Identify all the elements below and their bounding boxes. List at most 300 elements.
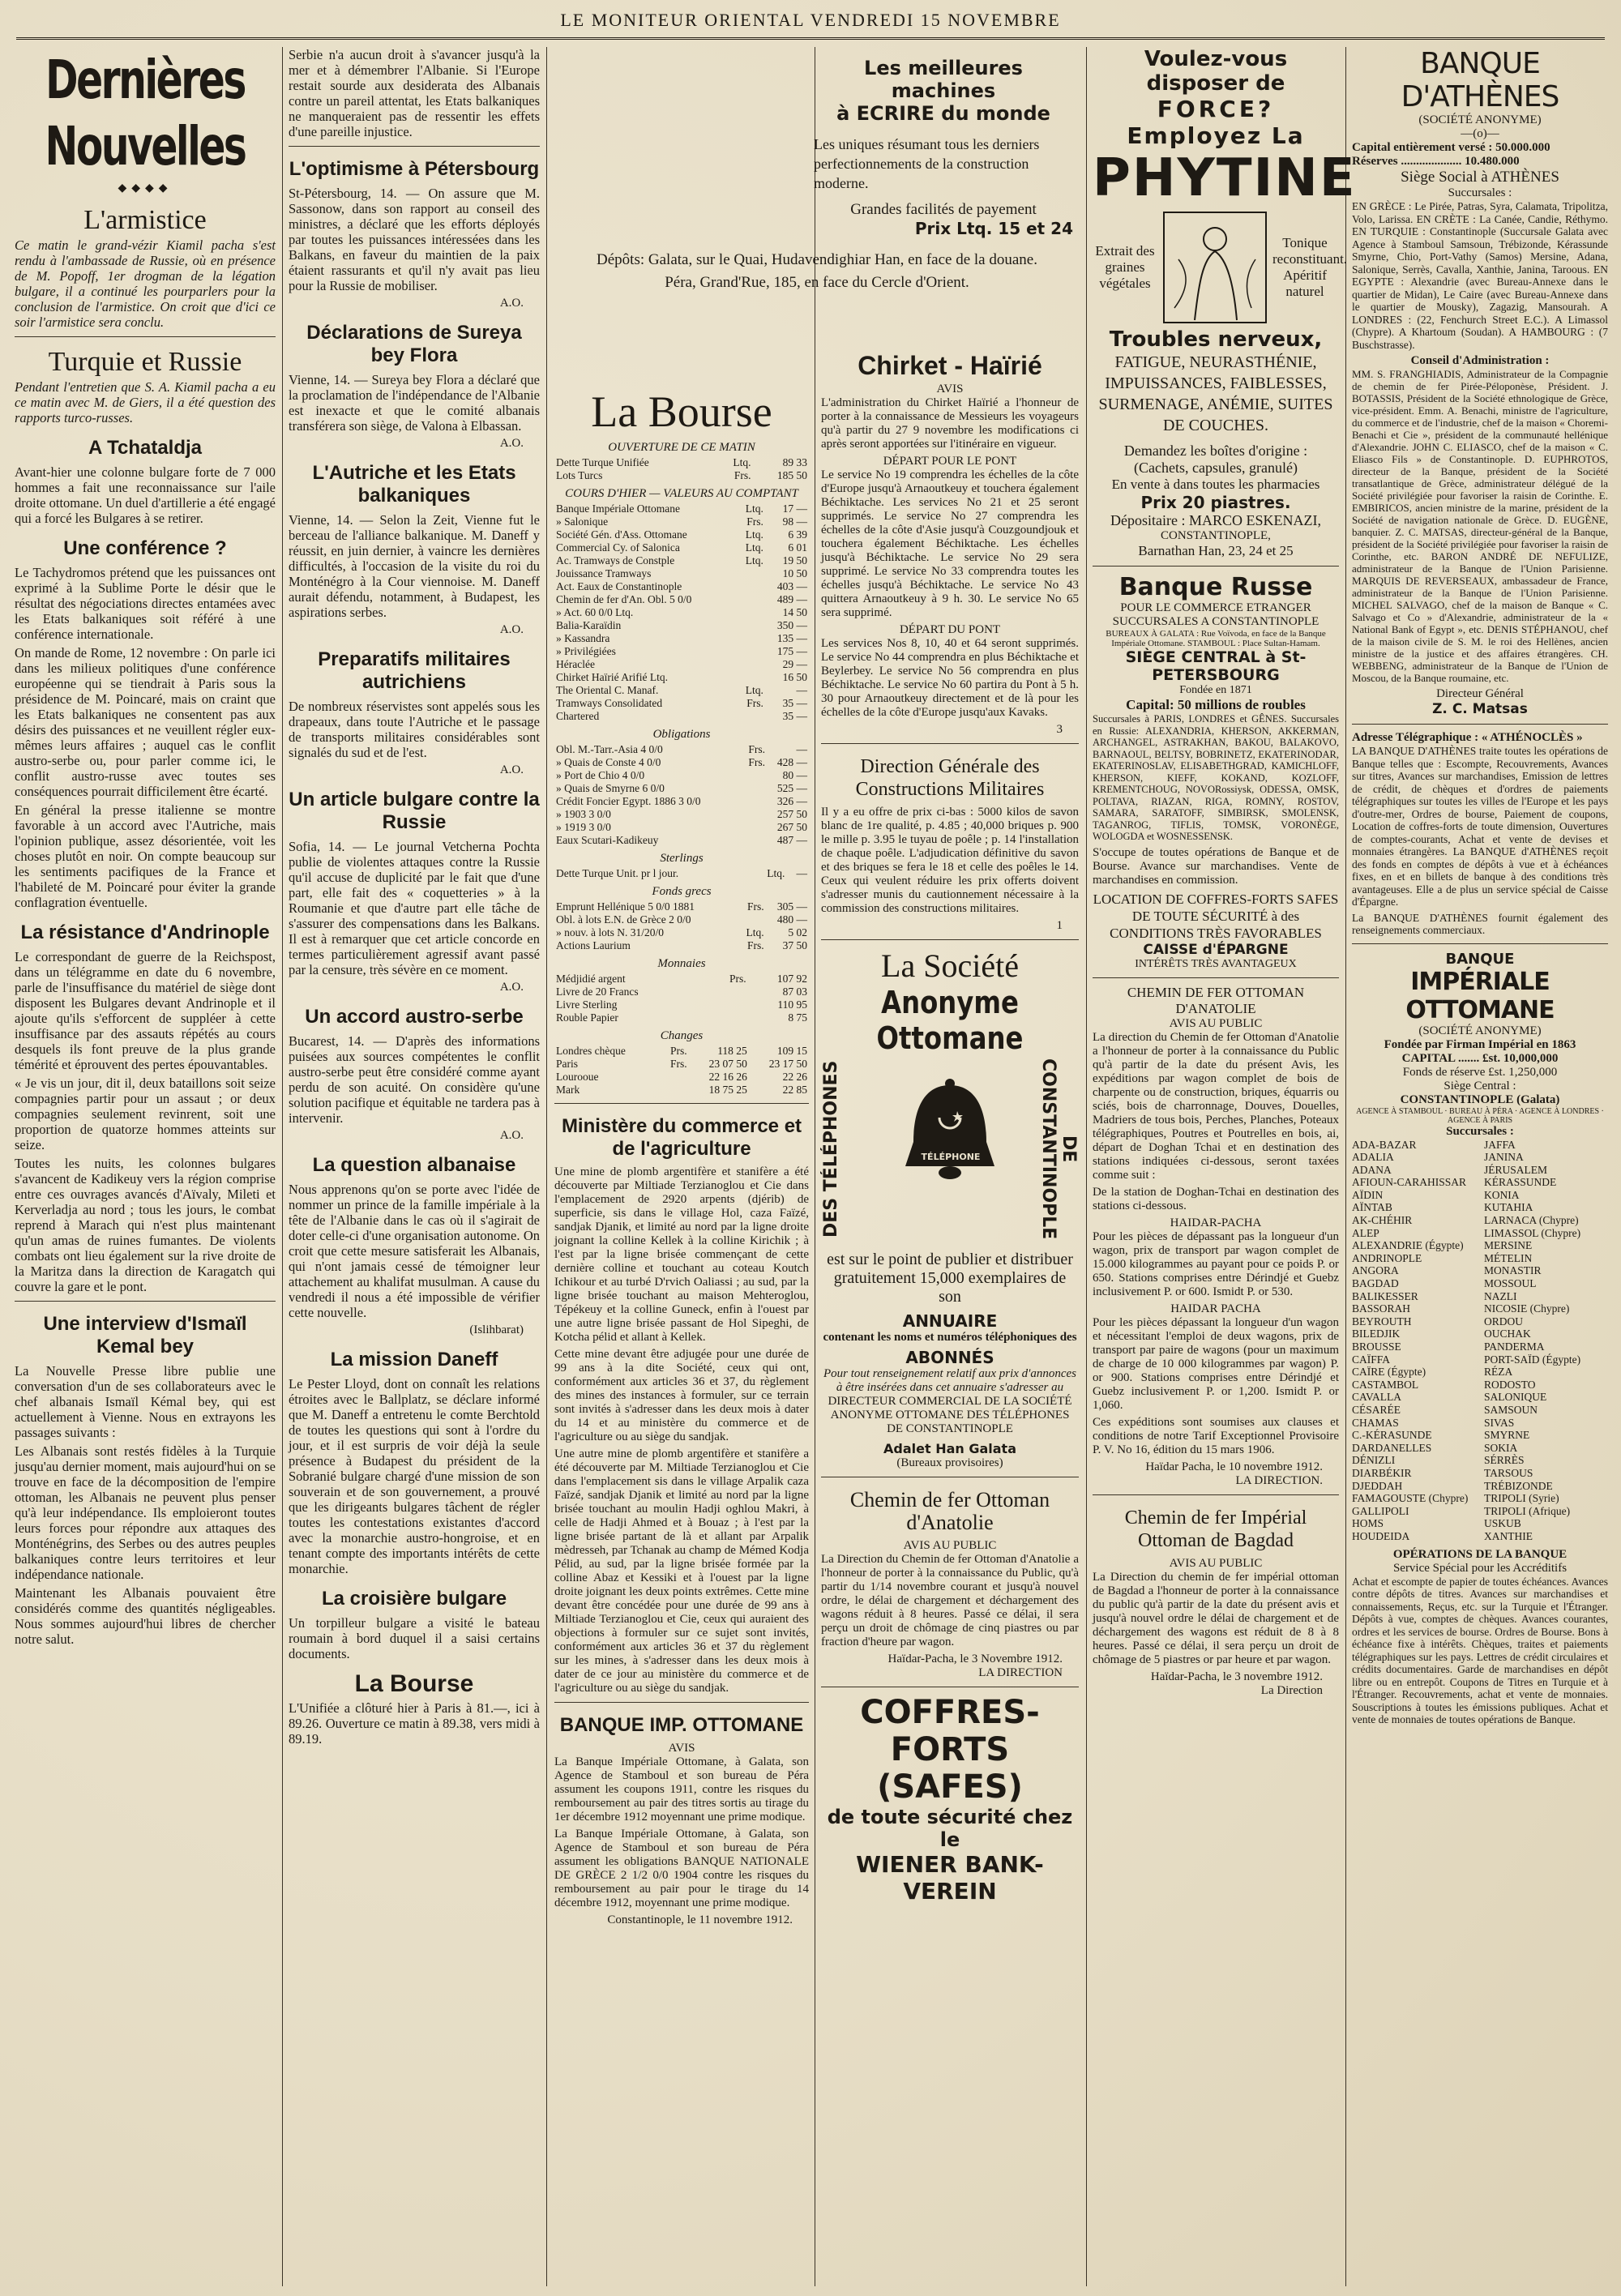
bourse-value: Prs.: [670, 1045, 687, 1057]
branch-item: BAGDAD: [1352, 1277, 1399, 1290]
article-text: Le correspondant de guerre de la Reichspost, dans un télégramme en date du 6 novembre, parle de l'insuffisance du matériel de siège dont disposent les Bulgares devant Andrinople et il ajoute qu'ils s'efforcent de suppléer à cette insuffisance par des assauts répétés au cours desquels ils font preuve de la plus grande témérité et éprouvent des pertes épouvantables.: [15, 949, 276, 1072]
ad-headline: (SAFES): [877, 1768, 1023, 1806]
bourse-label: Commercial Cy. of Salonica: [556, 541, 680, 554]
bourse-label: Livre Sterling: [556, 998, 618, 1011]
bourse-row: [554, 515, 809, 528]
signature: A.O.: [499, 623, 524, 636]
article-text: La Direction du chemin de fer impérial ottoman de Bagdad a l'honneur de porter à la connaissance du public qu'à partir de la date du présent avis et jusqu'à nouvel ordre le délai de chargement et de déchargement des wagons est réduit de 8 à 8 heures. Passé ce délai, il sera perçu un droit de chômage de 5 piastres or par heure et par wagon.: [1093, 1570, 1339, 1666]
bourse-value: 487 —: [776, 834, 807, 846]
bourse-label: » nouv. à lots N. 31/20/0: [556, 926, 664, 938]
bourse-value: [738, 593, 765, 606]
signature: A.O.: [499, 1129, 524, 1142]
bourse-value: [742, 769, 767, 782]
bourse-label: » 1919 3 0/0: [556, 821, 611, 833]
bourse-value: 8 75: [788, 1011, 807, 1024]
ad-text: Achat et escompte de papier de toutes échéances. Avances contre dépôts de titres. Avances sur marchandises et connaissements, Reçus, etc. sur la Turquie et l'Étranger. Dépôts à vue, comptes de chèques. Avances courantes, ordres et les services de bourse. Ordres de Bourse. Bons à échéance fixe à intérêts. Chèques, traites et paiements télégraphiques sur les pays. Lettres de crédit circulaires et crédits documentaires. Garde de marchandises en dépôt libre ou en entrepôt. Coupons de Titres en Turquie et à l'Étranger. Recouvrements, achat et vente de monnaies. Souscriptions à toutes les émissions publiques. Achat et vente de monnaies de toutes opérations de Banque.: [1352, 1575, 1608, 1725]
bourse-row: [554, 756, 809, 769]
article-text: Pour les pièces dépassant la longueur d'un wagon et nécessitant l'emploi de deux wagons, prix de transport par paire de wagons (pour un maximum de charge de 10 000 kilogrammes par wagon) P. or 900. Stations comprises entre Dérindjé et Guebz inclusivement P. or 1,200. Ismidt P. or 1,060.: [1093, 1315, 1339, 1412]
bourse-value: Frs.: [746, 697, 763, 709]
date-line: Constantinople, le 11 novembre 1912.: [607, 1913, 793, 1926]
ad-text: CONSTANTINOPLE (Galata): [1400, 1092, 1560, 1106]
branch-item: AÏDIN: [1352, 1188, 1384, 1201]
ad-text: Fondée en 1871: [1179, 684, 1252, 696]
bourse-row: [554, 913, 809, 926]
section-label: DÉPART POUR LE PONT: [883, 455, 1017, 468]
headline-interview: Une interview d'Ismaïl Kemal bey: [43, 1313, 247, 1358]
bourse-label: Rouble Papier: [556, 1011, 618, 1024]
bourse-row: [554, 834, 809, 847]
bourse-value: Frs.: [734, 469, 751, 481]
bourse-row: [554, 580, 809, 593]
ad-address: Dépôts: Galata, sur le Quai, Hudavendighiar Han, en face de la douane.: [597, 251, 1037, 268]
bourse-value: 37 50: [782, 939, 807, 951]
bourse-table: [554, 900, 809, 952]
article-text: Ces expéditions sont soumises aux clauses et conditions de notre Tarif Exceptionnel Provisoire P. V. No 16, édition du 15 mars 1906.: [1093, 1415, 1339, 1456]
ad-text: (SOCIÉTÉ ANONYME): [1418, 1024, 1542, 1037]
branch-item: HOUDEIDA: [1352, 1529, 1410, 1542]
divider: [289, 146, 540, 147]
ad-headline: BANQUE: [1445, 950, 1515, 968]
branch-item: SÉRRÈS: [1484, 1454, 1525, 1467]
article-text: La Direction du Chemin de fer Ottoman d'Anatolie a l'honneur de porter à la connaissance du Public, qu'à partir du 1/14 novembre courant et jusqu'à nouvel ordre, le délai de chargement et déchargement des wagons réduit à 8 heures. Passé ce délai, il sera perçu un droit de chômage de cinq piastres ou par fraction d'heure par wagon.: [821, 1553, 1079, 1648]
bourse-label: Mark: [556, 1084, 580, 1096]
branch-item: SIVAS: [1484, 1416, 1515, 1429]
branch-item: CÉSARÉE: [1352, 1403, 1401, 1416]
article-text: « Je vis un jour, dit il, deux bataillons soit seize compagnies partir pour un assaut ; or deux compagnies seulement revinrent, soit une proportion de quatorze hommes atteints sur seize.: [15, 1075, 276, 1152]
ad-text: (Bureaux provisoires): [896, 1456, 1003, 1469]
bourse-label: » Salonique: [556, 515, 609, 528]
bourse-label: » Kassandra: [556, 632, 610, 644]
bourse-value: [738, 645, 765, 658]
bourse-value: 14 50: [782, 606, 807, 618]
headline-autriche: L'Autriche et les Etats balkaniques: [312, 462, 516, 507]
ad-side-text: DE CONSTANTINOPLE: [1038, 1058, 1079, 1240]
bourse-value: [738, 658, 765, 671]
avis-label: AVIS AU PUBLIC: [903, 1539, 997, 1552]
branch-item: PORT-SAÏD (Égypte): [1484, 1353, 1581, 1366]
bourse-label: Crédit Foncier Egypt. 1886 3 0/0: [556, 795, 701, 807]
divider: [1352, 943, 1608, 944]
bourse-label: The Oriental C. Manaf.: [556, 684, 659, 696]
divider: [821, 939, 1079, 940]
divider: [821, 743, 1079, 744]
ad-text: Capital: 50 millions de roubles: [1126, 697, 1306, 712]
ad-text: OPÉRATIONS DE LA BANQUE: [1392, 1547, 1568, 1561]
ad-headline: Banque Russe: [1118, 573, 1313, 601]
bourse-value: Ltq.: [745, 554, 763, 567]
number: 1: [1056, 919, 1063, 932]
ad-text: de toute sécurité chez le: [827, 1806, 1073, 1851]
ad-text: S'occupe de toutes opérations de Banque et de Bourse. Avance sur marchandises. Vente de marchandises en commission.: [1093, 845, 1339, 887]
article-text: Sofia, 14. — Le journal Vetcherna Pochta publie de violentes attaques contre la Russie qu'il accuse de duplicité par le fait que d'une part, elle fait des « coquetteries » à la Roumanie et que d'autre part elle tâche de s'assurer des compensations dans les Balkans. Il est à remarquer que cet article concorde en termes particulièrement agressif avant passé par la censure, très sévère en ce moment.: [289, 839, 540, 977]
bourse-label: Balia-Karaïdin: [556, 619, 622, 631]
article-text: Il y a eu offre de prix ci-bas : 5000 kilos de savon blanc de 1re qualité, p. 4.85 ; 40,000 briques p. 900 le mille p. 3.95 le tuyau de poêle ; p. 14 l'installation de chaque poêle. L'adjudication définitive du savon et des briques se fera le 18 et celle des poêles le 14. Ceux qui veulent réduire les prix offerts doivent s'adresser munis du cautionnement nécessaire à la commission des constructions militaires.: [821, 806, 1079, 915]
bourse-label: Dette Turque Unit. pr l jour.: [556, 867, 679, 879]
ad-headline: La Société: [881, 947, 1019, 984]
branch-item: JÉRUSALEM: [1484, 1163, 1548, 1176]
bourse-row: [554, 684, 809, 697]
bourse-value: 257 50: [776, 808, 807, 820]
ad-text: Succursales :: [1446, 1124, 1514, 1138]
bourse-label: Livre de 20 Francs: [556, 986, 639, 998]
bourse-value: Ltq.: [745, 684, 763, 696]
article-text: Une mine de plomb argentifère et stanifère a été découverte par Miltiade Terzianoglou et Cie dans l'emplacement de 2920 arpents (djérib) de superficie, sis dans le village Hol, caza Faïzé, sandjak Djanik, et limité au nord par la ligne droite joignant la colline Kellek à la colline Kirichik ; à l'est par la ligne brisée commençant de cette dernière colline et touchant au coteau Koutch Ichikour et au turbé D'rvich Oaliassi ; au sud, par la ligne brisée touchant au maison Mehteroglou, Tépékeuy et la colline Guneck, enfin à l'ouest par une autre ligne brisée passant de Hol Sipeghi, de Kotcha pélid et allant à Kellek.: [554, 1165, 809, 1344]
headline-optimisme: L'optimisme à Pétersbourg: [289, 158, 540, 180]
column-3: [554, 47, 809, 2288]
page-title: Dernières Nouvelles: [45, 49, 246, 177]
signature: LA DIRECTION.: [1235, 1473, 1323, 1487]
bourse-row: [554, 926, 809, 939]
bourse-table: [554, 502, 809, 723]
bourse-value: Frs.: [747, 900, 764, 913]
ad-headline: COFFRES-FORTS: [860, 1694, 1040, 1768]
bourse-table: [554, 973, 809, 1024]
bourse-value: [742, 834, 767, 847]
bourse-value: 428 —: [776, 756, 807, 768]
bourse-value: —: [796, 743, 807, 755]
branch-item: AK-CHÉHIR: [1352, 1214, 1413, 1227]
bourse-label: Chartered: [556, 710, 600, 722]
column-6: [1352, 47, 1608, 2288]
branch-item: XANTHIE: [1484, 1529, 1533, 1542]
article-text: On mande de Rome, 12 novembre : On parle ici dans les milieux politiques d'une conférence européenne qui se tiendrait à Paris sous la présidence de M. Poincaré, mais on craint que les Etats balkaniques ne consentent pas aux désirs des puissances et ne veuillent régler eux-mêmes leurs affaires ; auquel cas le conflit austro-serbe ou, pour parler comme ici, le conflit austro-russe avec toutes ses conséquences pourrait difficilement être écarté.: [15, 645, 276, 799]
branch-item: BROUSSE: [1352, 1340, 1401, 1353]
bourse-value: Frs.: [748, 756, 765, 768]
bourse-label: Banque Impériale Ottomane: [556, 502, 680, 515]
ad-text: Capital entièrement versé : 50.000.000: [1352, 141, 1550, 154]
branch-item: CAVALLA: [1352, 1391, 1402, 1404]
column-5: [1093, 47, 1357, 2288]
bourse-label: Ac. Tramways de Constple: [556, 554, 675, 567]
bourse-row: [554, 867, 809, 880]
branch-item: CAÏRE (Égypte): [1352, 1366, 1426, 1379]
article-text: Ce matin le grand-vézir Kiamil pacha s'est rendu à l'ambassade de Russie, où en présence de M. Popoff, 1er drogman de la légation bulgare, il a continué les pourparlers pour la conclusion de l'armistice. On croit que d'ici ce soir l'armistice sera conclu.: [15, 237, 276, 330]
ad-text: —(o)—: [1461, 127, 1499, 140]
column-4: [821, 340, 1079, 2288]
headline-cfo: Chemin de fer Ottoman d'Anatolie: [849, 1488, 1050, 1534]
bourse-value: 22 16 26: [708, 1071, 747, 1083]
divider: [554, 1702, 809, 1703]
article-text: Les services Nos 8, 10, 40 et 64 seront supprimés. Le service No 44 comprendra en plus Béchiktache et Beylerbey. Le service No 56 comprendra en plus Béchiktache. Le service No 60 partira du Pont à 5 h. 30 pour Arnaoutkeuy directement et de là pour les échelles de la côte d'Europe jusqu'aux Kavaks.: [821, 637, 1079, 719]
bourse-row: [554, 998, 809, 1011]
branch-item: SAMSOUN: [1484, 1403, 1538, 1416]
bourse-value: 107 92: [776, 973, 807, 985]
headline-andrinople: La résistance d'Andrinople: [20, 921, 270, 943]
ad-headline: Les meilleures machines: [864, 57, 1023, 102]
bourse-row: [554, 554, 809, 567]
bourse-value: 19 50: [782, 554, 807, 567]
bourse-subhead: Changes: [660, 1029, 704, 1042]
bourse-row: [554, 1084, 809, 1097]
bourse-label: Obl. M.-Tarr.-Asia 4 0/0: [556, 743, 663, 755]
bourse-value: [742, 808, 767, 821]
headline-croisiere: La croisière bulgare: [321, 1588, 507, 1610]
bourse-label: Lots Turcs: [556, 469, 603, 481]
bourse-subhead: Fonds grecs: [652, 885, 712, 898]
article-text: St-Pétersbourg, 14. — On assure que M. Sassonow, dans son rapport au conseil des ministres, a déclaré que les efforts déployés par toutes les puissances intéressées dans les Balkans, en faveur du maintien de la paix étaient rassurants et qu'il n'y avait pas lieu pour la Russie de mobiliser.: [289, 186, 540, 293]
headline-mission-daneff: La mission Daneff: [330, 1349, 498, 1370]
bourse-row: [554, 769, 809, 782]
bourse-subtitle: OUVERTURE DE CE MATIN: [608, 441, 755, 454]
ad-text: est sur le point de publier et distribuer gratuitement 15,000 exemplaires de son: [827, 1251, 1073, 1306]
headline-chirket: Chirket - Haïrié: [858, 351, 1042, 380]
ad-text: Barnathan Han, 23, 24 et 25: [1138, 543, 1294, 558]
ad-text: FATIGUE, NEURASTHÉNIE, IMPUISSANCES, FAIBLESSES, SURMENAGE, ANÉMIE, SUITES DE COUCHES.: [1098, 353, 1333, 434]
bourse-row: [554, 710, 809, 723]
branch-item: MOSSOUL: [1484, 1277, 1537, 1290]
avis-label: AVIS: [668, 1742, 695, 1755]
signature: A.O.: [499, 297, 524, 310]
bourse-row: [554, 645, 809, 658]
bourse-value: [742, 821, 767, 834]
headline-turquie-russie: Turquie et Russie: [48, 347, 242, 377]
headline-armistice: L'armistice: [83, 205, 207, 235]
ad-text: Siège Social à ATHÈNES: [1401, 169, 1559, 186]
bourse-value: [711, 998, 747, 1011]
divider: [554, 1103, 809, 1104]
bourse-row: [554, 743, 809, 756]
bourse-value: 185 50: [776, 469, 807, 481]
divider: [15, 1301, 276, 1302]
bourse-value: 23 07 50: [708, 1058, 747, 1070]
bio-ad: [1352, 951, 1608, 1139]
bourse-table: [554, 743, 809, 847]
bourse-subhead: Monnaies: [657, 957, 706, 970]
bourse-label: » Port de Chio 4 0/0: [556, 769, 645, 781]
bourse-value: 18 75 25: [708, 1084, 747, 1096]
bourse-value: 326 —: [776, 795, 807, 807]
branch-item: AÏNTAB: [1352, 1201, 1392, 1214]
branch-item: ADANA: [1352, 1163, 1392, 1176]
article-text: La Banque Impériale Ottomane, à Galata, son Agence de Stamboul et son bureau de Péra assument les coupons 1911, contre les risques du remboursement au pair des titres sortis au tirage du 1er décembre 1912 moyennant une prime modique.: [554, 1755, 809, 1824]
bourse-row: [554, 671, 809, 684]
branch-item: RÉZA: [1484, 1366, 1513, 1379]
banque-russe-ad: [1093, 573, 1339, 971]
phytine-ad: [1093, 47, 1357, 559]
ad-text: INTÉRÊTS TRÈS AVANTAGEUX: [1135, 957, 1297, 970]
bourse-title: La Bourse: [591, 387, 772, 436]
ad-text: Dépositaire : MARCO ESKENAZI,: [1110, 512, 1321, 528]
bourse-subhead: Obligations: [652, 728, 711, 741]
ad-price: Prix 20 piastres.: [1140, 493, 1291, 512]
bourse-row: [554, 808, 809, 821]
bourse-label: Héraclée: [556, 658, 595, 670]
ad-text: ABONNÉS: [905, 1348, 994, 1367]
ad-text: CAPITAL ....... £st. 10,000,000: [1401, 1051, 1559, 1065]
bourse-row: [554, 541, 809, 554]
bourse-value: Ltq.: [745, 528, 763, 541]
ad-text: POUR LE COMMERCE ETRANGER: [1120, 601, 1311, 614]
branch-item: TRIPOLI (Syrie): [1484, 1492, 1559, 1505]
headline-accord: Un accord austro-serbe: [305, 1006, 524, 1028]
ad-text: contenant les noms et numéros téléphoniques des: [823, 1331, 1077, 1344]
bourse-value: 6 01: [788, 541, 807, 554]
headline-question-albanaise: La question albanaise: [312, 1154, 516, 1176]
branch-item: ALEP: [1352, 1226, 1379, 1239]
branch-item: JANINA: [1484, 1151, 1524, 1164]
date-line: Haïdar-Pacha, le 3 novembre 1912.: [1150, 1670, 1323, 1683]
masthead: LE MONITEUR ORIENTAL VENDREDI 15 NOVEMBRE: [16, 10, 1605, 40]
branch-item: OUCHAK: [1484, 1328, 1531, 1340]
ad-brand: PHYTINE: [1093, 148, 1357, 208]
bourse-subtitle: COURS D'HIER — VALEURS AU COMPTANT: [565, 487, 798, 500]
ad-price: Prix Ltq. 15 et 24: [914, 219, 1073, 238]
divider: [15, 336, 276, 337]
bourse-value: [742, 782, 767, 795]
bourse-label: » Quais de Smyrne 6 0/0: [556, 782, 665, 794]
article-text: Les Albanais sont restés fidèles à la Turquie jusqu'au dernier moment, mais aujourd'hui on se trouve en face de la décomposition de l'empire ottoman, les Albanais ne peuvent plus penser qu'à leur indépendance. Ils emploieront toutes leurs forces pour répondre aux attaques des Monténégrins, des Serbes ou des autres peuples balkaniques contre leurs territoires et leur indépendance nationale.: [15, 1443, 276, 1582]
branch-item: HOMS: [1352, 1517, 1384, 1530]
ad-text: (Cachets, capsules, granulé): [1134, 460, 1298, 476]
signature: A.O.: [499, 437, 524, 450]
article-text: La direction du Chemin de fer Ottoman d'Anatolie a l'honneur de porter à la connaissance du Public qu'à partir de la date du présent Avis, les expéditions par wagon complet de bois de charpente ou de construction, briques, équarris ou sciés, bois de charronnage, Douves, Douelles, Madriers de tous bois, Perches, Planches, Poteaux télégraphiques, Poutres et Poutrelles en bois, ai, départ de Doghan Tchai et en destination des stations indiquées ci-dessous, seront taxées comme suit :: [1093, 1030, 1339, 1182]
branch-item: LARNACA (Chypre): [1484, 1214, 1579, 1227]
bourse-table: [554, 456, 809, 482]
headline-sureya: Déclarations de Sureya bey Flora: [306, 322, 522, 366]
branch-item: ORDOU: [1484, 1315, 1524, 1328]
ad-address: Péra, Grand'Rue, 185, en face du Cercle d'Orient.: [665, 274, 969, 291]
branch-item: PANDERMA: [1484, 1340, 1545, 1353]
bourse-row: [554, 782, 809, 795]
branch-item: DJEDDAH: [1352, 1479, 1403, 1492]
bourse-value: 110 95: [777, 998, 807, 1011]
article-text: Le service No 19 comprendra les échelles de la côte d'Europe jusqu'à Arnaoutkeuy et touchera également Béchiktache. Les services No 21 et 25 seront supprimés. Le service No 27 comprendra les échelles de la côte d'Asie jusqu'à Couzgoundjouk et touchera également Béchiktache. Les échelles jusqu'à Béchiktache. Le service No 29 sera supprimé. Le service No 33 comprendra toutes les échelles jusqu'à Béchiktache. Le service No 43 quittera Arnaoutkeuy à 9 h. 30. Le service No 65 sera supprimé.: [821, 468, 1079, 619]
branch-item: KONIA: [1484, 1188, 1520, 1201]
ad-headline: à ECRIRE du monde: [836, 102, 1050, 125]
bourse-value: [711, 986, 747, 998]
bourse-label: Emprunt Hellénique 5 0/0 1881: [556, 900, 695, 913]
ornament: ◆◆◆◆: [118, 182, 173, 195]
ad-text: AGENCE À STAMBOUL · BUREAU À PÉRA · AGENCE À LONDRES · AGENCE À PARIS: [1356, 1106, 1604, 1125]
bourse-value: [660, 1071, 689, 1084]
branch-item: BEYROUTH: [1352, 1315, 1412, 1328]
bourse-value: 23 17 50: [768, 1058, 807, 1070]
bourse-value: 5 02: [788, 926, 807, 938]
headline-cfoa: CHEMIN DE FER OTTOMAN D'ANATOLIE: [1127, 984, 1305, 1016]
bourse-row: [554, 567, 809, 580]
bell-label: TÉLÉPHONE: [921, 1152, 981, 1162]
bourse-value: 267 50: [776, 821, 807, 833]
divider: [1352, 724, 1608, 725]
bourse-value: —: [796, 684, 807, 696]
signature: La Direction: [1260, 1683, 1323, 1697]
branch-item: ANDRINOPLE: [1352, 1251, 1422, 1264]
branch-item: MONASTIR: [1484, 1264, 1542, 1277]
section-label: DÉPART DU PONT: [899, 623, 1001, 636]
bourse-label: » Quais de Conste 4 0/0: [556, 756, 661, 768]
bourse-value: [711, 1011, 747, 1024]
article-text: Bucarest, 14. — D'après des informations puisées aux sources compétentes le conflit austro-serbe peut être considéré comme ayant perdu de son acuité. On considère qu'une solution pacifique et équitable ne tardera pas à intervenir.: [289, 1033, 540, 1126]
branch-item: BALIKESSER: [1352, 1289, 1418, 1302]
article-text: Vienne, 14. — Sureya bey Flora a déclaré que la proclamation de l'indépendance de l'Albanie est inexacte et que le comité albanais transférera son siège, de Valona à Elbassan.: [289, 372, 540, 434]
bourse-value: 175 —: [776, 645, 807, 657]
branch-item: BILEDJIK: [1352, 1328, 1401, 1340]
bourse-value: 350 —: [776, 619, 807, 631]
branch-item: FAMAGOUSTE (Chypre): [1352, 1492, 1469, 1505]
bourse-value: 87 03: [782, 986, 807, 998]
bourse-label: Actions Laurium: [556, 939, 631, 951]
bourse-value: [738, 671, 765, 684]
headline-ministere: Ministère du commerce et de l'agriculture: [561, 1115, 802, 1160]
bourse-label: Chemin de fer d'An. Obl. 5 0/0: [556, 593, 692, 605]
date-line: Haïdar Pacha, le 10 novembre 1912.: [1145, 1460, 1323, 1473]
ad-text: CONSTANTINOPLE,: [1161, 529, 1271, 542]
ad-text: LOCATION DE COFFRES-FORTS SAFES DE TOUTE SÉCURITÉ à des CONDITIONS TRÈS FAVORABLES: [1093, 891, 1339, 941]
bourse-value: 22 26: [782, 1071, 807, 1083]
article-text: Cette mine devant être adjugée pour une durée de 99 ans à la dite Société, ceux qui ont, conformément aux articles 36 et 37, du règlement des mines des instances à formuler, sur ce terrain sont invités à s'adresser dans les deux mois à dater du 14 et au ministère du commerce et de l'agriculture ou au siège du sandjak.: [554, 1348, 809, 1443]
bourse-value: [660, 1084, 689, 1097]
bourse-value: [742, 795, 767, 808]
bourse-value: —: [796, 867, 807, 879]
ad-text: Service Spécial pour les Accréditifs: [1392, 1561, 1568, 1575]
article-text: De nombreux réservistes sont appelés sous les drapeaux, dans toute l'Autriche et le passage de transports militaires considérables sont signalés du sud et de l'est.: [289, 699, 540, 760]
bourse-row: [554, 939, 809, 952]
bourse-value: Ltq.: [745, 502, 763, 515]
article-text: En général la presse italienne se montre favorable à un accord avec l'Autriche, mais l'opinion publique, assez désorientée, voit les choses plutôt en noir. On compte beaucoup sur les sentiments pacifiques de la France et l'habileté de M. Poincaré pour éviter la grande conflagration éventuelle.: [15, 802, 276, 910]
signature: LA DIRECTION: [978, 1666, 1063, 1679]
bourse-section: [554, 387, 809, 1097]
bourse-row: [554, 619, 809, 632]
article-text: La Banque Impériale Ottomane, à Galata, son Agence de Stamboul et son bureau de Péra assument les obligations BANQUE NATIONALE DE GRÈCE 2 1/2 0/0 1904 contre les risques du remboursement au pair pour le tirage du 14 décembre 1912, moyennant une prime modique.: [554, 1828, 809, 1909]
ad-text: SUCCURSALES A CONSTANTINOPLE: [1112, 615, 1319, 628]
ad-text: En vente à dans toutes les pharmacies: [1111, 477, 1320, 492]
ad-text: Troubles nerveux,: [1109, 327, 1323, 352]
bourse-label: Médjidié argent: [556, 973, 626, 985]
article-text: Nous apprenons qu'on se porte avec l'idée de nommer un prince de la famille impériale à la tête de l'Albanie dans le cas où il s'agirait de doter celle-ci d'une organisation autonome. On croit que cette mesure satisferait les Albanais, qui n'ont jamais cessé de témoigner leur attachement au khalifat musulman. A cause du vendredi il nous a été impossible de vérifier cette nouvelle.: [289, 1182, 540, 1320]
ad-text: Fonds de réserve £st. 1,250,000: [1402, 1065, 1558, 1079]
article-text: Le Pester Lloyd, dont on connaît les relations étroites avec le Ballplatz, se déclare informé que M. Daneff a entretenu le comte Berchtold de toutes les questions qui sont à l'ordre du jour, et il est surpris de voir déjà la seule présence à Budapest du président de la Sobranié bulgare chargé d'une mission de son souverain et de son gouvernement, a prouvé que les dirigeants bulgares tâchent de régler toutes les contestations existantes d'accord avec la monarchie austro-hongroise, et en tenant compte des importants intérêts de cette monarchie.: [289, 1376, 540, 1576]
bourse-value: [738, 580, 765, 593]
headline-direction: Direction Générale des Constructions Militaires: [855, 756, 1045, 800]
branch-item: NAZLI: [1484, 1289, 1517, 1302]
branch-item: DÉNIZLI: [1352, 1454, 1396, 1467]
bourse-value: 118 25: [717, 1045, 747, 1057]
bourse-value: 10 50: [782, 567, 807, 579]
bourse-value: [738, 913, 766, 926]
bourse-value: Ltq.: [745, 541, 763, 554]
ad-text: LA BANQUE D'ATHÈNES traite toutes les opérations de Banque telles que : Escompte, Recouvrements, Avances sur titres, Avances sur marchandises, Emission de lettres de crédit, de chèques et d'ordres de paiements télégraphiques sur toutes les villes de l'Europe et les pays d'outre-mer, Ordres de bourse, Paiement de coupons, Location de coffres-forts de toute dimension, Ouvertures de comptes-courants, Achat et vente de devises et monnaies étrangères. La BANQUE d'ATHÈNES reçoit des fonds en comptes de dépôts à vue et à échéances fixes, en et en billets de banque à des conditions très avantageuses. Elle a de plus un service spécial de Caisse d'Épargne.: [1352, 745, 1608, 908]
branch-item: RODOSTO: [1484, 1378, 1536, 1391]
ad-text: Z. C. Matsas: [1432, 701, 1528, 717]
avis-label: AVIS AU PUBLIC: [1169, 1556, 1263, 1570]
bourse-row: [554, 593, 809, 606]
bourse-row: [554, 1058, 809, 1071]
branch-item: BASSORAH: [1352, 1302, 1411, 1315]
branch-item: LIMASSOL (Chypre): [1484, 1226, 1581, 1239]
bourse-row: [554, 973, 809, 986]
ad-text: MM. S. FRANGHIADIS, Administrateur de la Compagnie de chemin de fer Pirée-Péloponèse, Président. J. BOTASSIS, Président de la Société ethnologique de Grèce, vice-président. Emm. A. Benachi, ministre de l'agriculture, du commerce et de l'industrie, chef de la maison « Choremi-Benachi et Cie », président de la communauté hellénique d'Alexandrie. JOHN C. ELIASCO, chef de la maison « C. Eliasco Fils » de Constantinople. D. EUPHROTOS, directeur de la Banque, président de la Société transatlantique de Grèce, administrateur délégué de la Société privilégiée pour favoriser la raisin de Corinthe. E. EMBIRICOS, ancien ministre de la marine, président de la Société de navigation nationale de Grèce. D. EUGÈNE, banquier. Z. C. MATSAS, directeur-général de la Banque, président de la Société privilégiée pour favoriser la raisin de Corinthe, etc. BARON ANDRÉ DE NEFULIZE, administrateur de la Banque de l'Union Parisienne. MARQUIS DE REVERSEAUX, ambassadeur de France, administrateur de la Banque de l'Union Parisienne. MICHEL SALVAGO, chef de la maison de Banque « C. Salvago et Co » d'Alexandrie, administrateur de la « National Bank of Egypt », etc. DENIS STÉPHANOU, chef de la maison civile de S. M. le roi des Hellènes, ancien ministre de la justice et des affaires étrangères. CH. WEBBENG, administrateur de la Banque de l'Union de Moscou, de la Banque roumaine, etc.: [1352, 368, 1608, 684]
bourse-value: Prs.: [729, 973, 746, 985]
ad-text: Tonique reconstituant. Apéritif naturel: [1272, 235, 1348, 299]
column-2: [289, 47, 540, 2288]
bourse-value: 6 39: [788, 528, 807, 541]
article-text: Pendant l'entretien que S. A. Kiamil pacha a eu ce matin avec M. de Giers, il a été question des rapports turco-russes.: [15, 379, 276, 425]
bourse-value: [738, 632, 765, 645]
column-rule: [282, 47, 283, 2286]
bourse-row: [554, 632, 809, 645]
ad-text: Directeur Général: [1436, 687, 1524, 700]
bourse-label: Act. Eaux de Constantinople: [556, 580, 682, 592]
column-rule: [1345, 47, 1346, 2286]
signature: (Islihbarat): [469, 1323, 524, 1336]
ad-text: Extrait des graines végétales: [1095, 243, 1155, 291]
bourse-value: Ltq.: [767, 867, 785, 879]
bourse-label: Dette Turque Unifiée: [556, 456, 649, 468]
ad-text: Succursales :: [1448, 186, 1512, 199]
ad-text: Fondée par Firman Impérial en 1863: [1384, 1037, 1576, 1051]
ad-text: BUREAUX À GALATA : Rue Voïvoda, en face de la Banque Impériale Ottomane. STAMBOUL : Place Sultan-Hamam.: [1106, 629, 1326, 648]
bourse-value: 480 —: [776, 913, 807, 926]
